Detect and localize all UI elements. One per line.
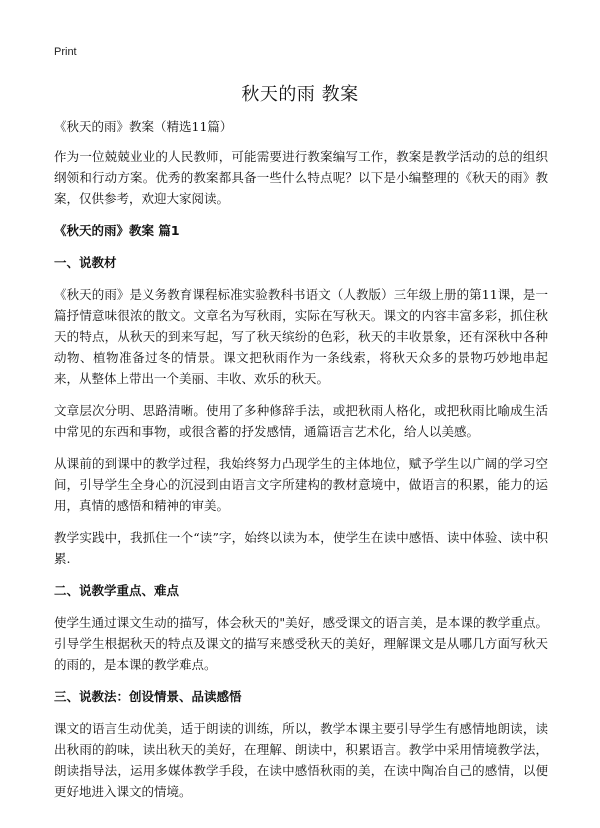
page-title: 秋天的雨 教案 (241, 84, 359, 105)
section-heading-methods: 三、说教法：创设情景、品读感悟 (54, 689, 242, 704)
paragraph: 文章层次分明、思路清晰。使用了多种修辞手法，或把秋雨人格化，或把秋雨比喻成生活中常见的东西和事物，或很含蓄的抒发感情，通篇语言艺术化，给人以美感。 (54, 403, 548, 439)
print-link[interactable]: Print (54, 46, 77, 58)
document-body (54, 116, 548, 813)
paragraph: 课文的语言生动优美，适于朗读的训练，所以，教学本课主要引导学生有感情地朗读，读出秋雨的韵味，读出秋天的美好，在理解、朗读中，积累语言。教学中采用情境教学法，朗读指导法，运用多媒体教学手段，在读中感悟秋雨的美，在读中陶冶自己的感情，以便更好地进入课文的情境。 (54, 721, 548, 799)
paragraph: 从课前的到课中的教学过程，我始终努力凸现学生的主体地位，赋予学生以广阔的学习空间，引导学生全身心的沉浸到由语言文字所建构的教材意境中，做语言的积累，能力的运用，真情的感悟和精神的审美。 (54, 456, 548, 513)
paragraph: 《秋天的雨》是义务教育课程标准实验教科书语文（人教版）三年级上册的第11课，是一篇抒情意味很浓的散文。文章名为写秋雨，实际在写秋天。课文的内容丰富多彩，抓住秋天的特点，从秋天的到来写起，写了秋天缤纷的色彩，秋天的丰收景象，还有深秋中各种动物、植物准备过冬的情景。课文把秋雨作为一条线索，将秋天众多的景物巧妙地串起来，从整体上带出一个美丽、丰收、欢乐的秋天。 (54, 287, 548, 386)
paragraph: 教学实践中，我抓住一个“读”字，始终以读为本，使学生在读中感悟、读中体验、读中积累. (54, 530, 548, 566)
document-subtitle: 《秋天的雨》教案（精选11篇） (54, 119, 233, 134)
article-title: 《秋天的雨》教案 篇1 (54, 223, 180, 238)
section-heading-key-points: 二、说教学重点、难点 (54, 583, 180, 598)
intro-paragraph: 作为一位兢兢业业的人民教师，可能需要进行教案编写工作，教案是教学活动的总的组织纲领和行动方案。优秀的教案都具备一些什么特点呢？以下是小编整理的《秋天的雨》教案，仅供参考，欢迎大家阅读。 (54, 149, 548, 206)
paragraph: 使学生通过课文生动的描写，体会秋天的"美好，感受课文的语言美，是本课的教学重点。引导学生根据秋天的特点及课文的描写来感受秋天的美好，理解课文是从哪几方面写秋天的雨的，是本课的教学难点。 (54, 615, 548, 672)
section-heading-materials: 一、说教材 (54, 255, 117, 270)
